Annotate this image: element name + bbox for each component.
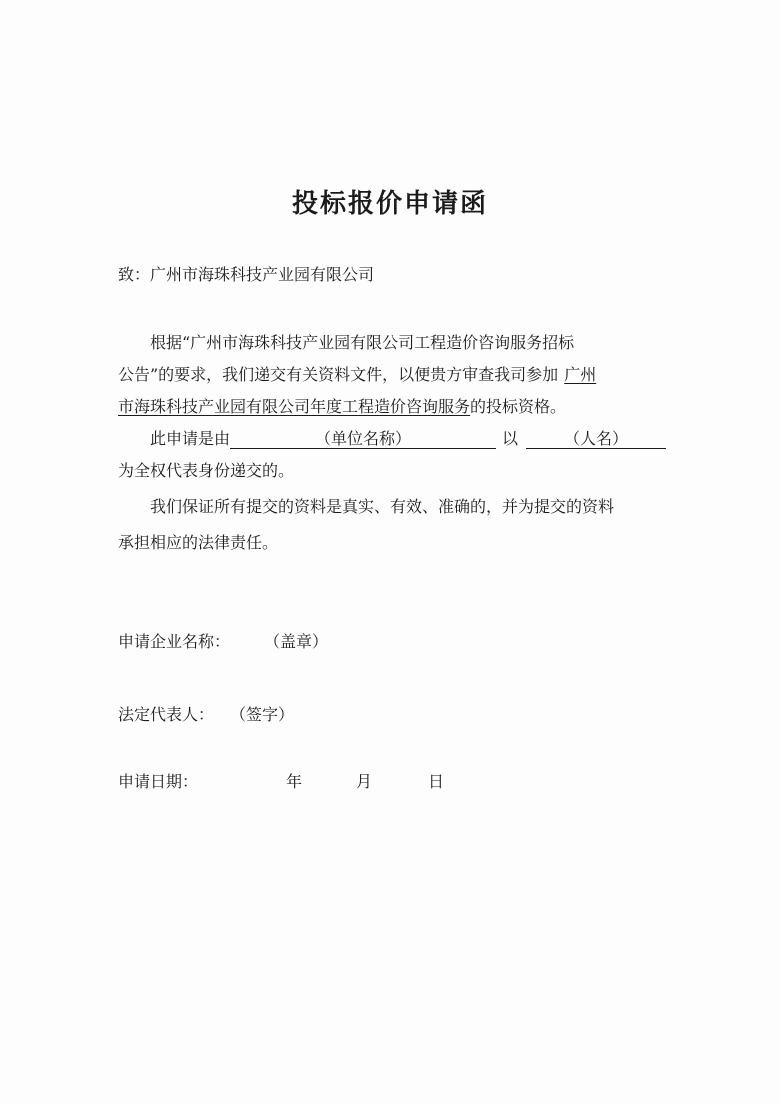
project-name-underlined-end: 市海珠科技产业园有限公司年度工程造价咨询服务 <box>118 397 471 416</box>
representative-label: 法定代表人： <box>118 705 215 724</box>
representative-sign-note: （签字） <box>230 705 295 724</box>
paragraph3-line2: 承担相应的法律责任。 <box>118 533 279 552</box>
company-label: 申请企业名称： <box>118 632 231 651</box>
paragraph2-prefix: 此申请是由 <box>150 429 231 448</box>
company-signature-line <box>118 632 328 652</box>
person-name-blank: （人名） <box>526 430 666 449</box>
representative-signature-line <box>118 705 294 725</box>
document-title: 投标报价申请函 <box>291 189 488 219</box>
date-day: 日 <box>428 772 445 791</box>
application-date-line <box>118 772 198 792</box>
paragraph3-line1: 我们保证所有提交的资料是真实、有效、准确的，并为提交的资料 <box>150 497 615 516</box>
paragraph1-line3 <box>118 397 566 417</box>
date-label: 申请日期： <box>118 772 199 791</box>
addressee-line: 致：广州市海珠科技产业园有限公司 <box>118 265 375 284</box>
paragraph2-middle: 以 <box>502 429 519 448</box>
paragraph2-line2: 为全权代表身份递交的。 <box>118 461 295 480</box>
company-seal-note: （盖章） <box>264 632 329 651</box>
project-name-underlined-start: 广州 <box>564 365 597 384</box>
paragraph1-line2-text: 公告”的要求，我们递交有关资料文件，以便贵方审查我司参加 <box>118 365 559 384</box>
unit-name-blank: （单位名称） <box>230 430 496 449</box>
date-month: 月 <box>356 772 373 791</box>
paragraph2-line1 <box>150 429 666 449</box>
paragraph1-line2 <box>118 365 596 385</box>
paragraph1-line3-text: 的投标资格。 <box>470 397 567 416</box>
date-year: 年 <box>286 772 303 791</box>
paragraph1-line1: 根据“广州市海珠科技产业园有限公司工程造价咨询服务招标 <box>150 333 575 352</box>
